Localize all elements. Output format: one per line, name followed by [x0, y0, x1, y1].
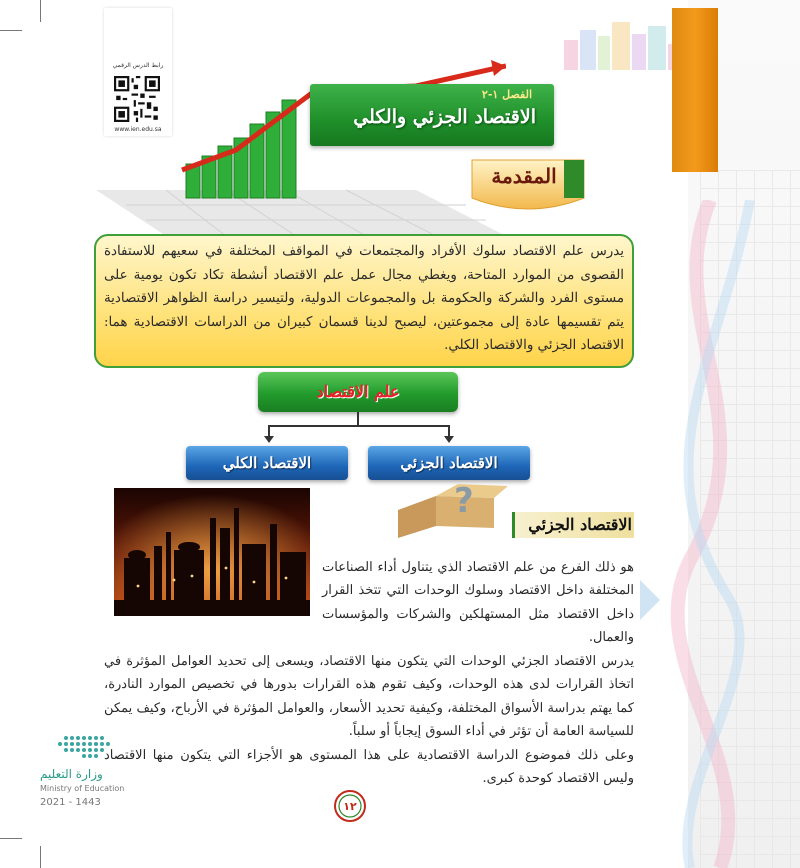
- qr-code-icon[interactable]: [114, 76, 160, 122]
- question-box-icon: [398, 478, 518, 544]
- arrow-down-icon: [264, 436, 274, 443]
- chapter-header: [310, 84, 554, 146]
- chapter-number: الفصل ١-٢: [481, 88, 532, 101]
- crop-mark: [0, 838, 22, 839]
- page-number-badge: [334, 790, 366, 822]
- diagram-connector: [268, 425, 450, 427]
- crop-mark: [40, 0, 41, 22]
- crop-mark: [40, 846, 41, 868]
- chapter-title: الاقتصاد الجزئي والكلي: [353, 106, 536, 128]
- qr-caption: رابط الدرس الرقمي: [112, 62, 164, 69]
- intro-paragraph: يدرس علم الاقتصاد سلوك الأفراد والمجتمعات في المواقف المختلفة في سعيهم للاستفادة القصوى من الموارد المتاحة، ويغطي مجال عمل علم الاقتصاد أنشطة تكاد تكون يومية على مستوى الفرد والشركة والحكومة بل والمجموعات الدولية، ولتيسير دراسة الظواهر الاقتصادية يتم تقسيمها عادة إلى مجموعتين، ليصبح لدينا قسمان كبيران من الدراسات الاقتصادية هما: الاقتصاد الجزئي والاقتصاد الكلي.: [104, 244, 624, 353]
- page-number: ١٢: [343, 800, 357, 813]
- arrow-down-icon: [444, 436, 454, 443]
- refinery-photo: [114, 488, 310, 616]
- ministry-year: 2021 - 1443: [40, 797, 101, 808]
- diagram-macro-economics: الاقتصاد الكلي: [186, 446, 348, 480]
- qr-card[interactable]: [104, 8, 172, 136]
- micro-body: [104, 650, 634, 790]
- intro-label: المقدمة: [491, 164, 557, 188]
- orange-accent-bar: [672, 8, 718, 172]
- ministry-name-en: Ministry of Education: [40, 784, 125, 793]
- diagram-micro-economics: الاقتصاد الجزئي: [368, 446, 530, 480]
- city-illustration: [560, 10, 680, 72]
- micro-section-title: الاقتصاد الجزئي: [528, 515, 632, 534]
- ministry-name-ar: وزارة التعليم: [40, 767, 103, 781]
- micro-paragraph-2: يدرس الاقتصاد الجزئي الوحدات التي يتكون منها الاقتصاد، ويسعى إلى تحديد العوامل المؤثرة في اتخاذ القرارات لدى هذه الوحدات، وكيف تقوم هذه القرارات بدورها في تخصيص الموارد النادرة، كما يهتم بدراسة الأسواق المختلفة، وكيفية تحديد الأسعار، والعوامل المؤثرة في الأرباح، وكيف يمكن للسياسة العامة أن تؤثر في أداء السوق إيجاباً أو سلباً.: [104, 654, 634, 740]
- micro-paragraph-3: وعلى ذلك فموضوع الدراسة الاقتصادية على هذا المستوى هو الأجزاء التي يتكون منها الاقتصاد وليس الاقتصاد كوحدة كبرى.: [104, 747, 634, 787]
- diagram-root-economics: علم الاقتصاد: [258, 372, 458, 412]
- svg-text:?: ?: [454, 481, 474, 521]
- crop-mark: [0, 30, 22, 31]
- micro-paragraph-1: هو ذلك الفرع من علم الاقتصاد الذي يتناول أداء الصناعات المختلفة داخل الاقتصاد وسلوك الوحدات التي تتخذ القرار داخل الاقتصاد مثل المستهلكين والشركات والمؤسسات والعمال.: [322, 560, 634, 646]
- qr-url[interactable]: www.ien.edu.sa: [114, 126, 162, 133]
- diagram-connector: [357, 412, 359, 426]
